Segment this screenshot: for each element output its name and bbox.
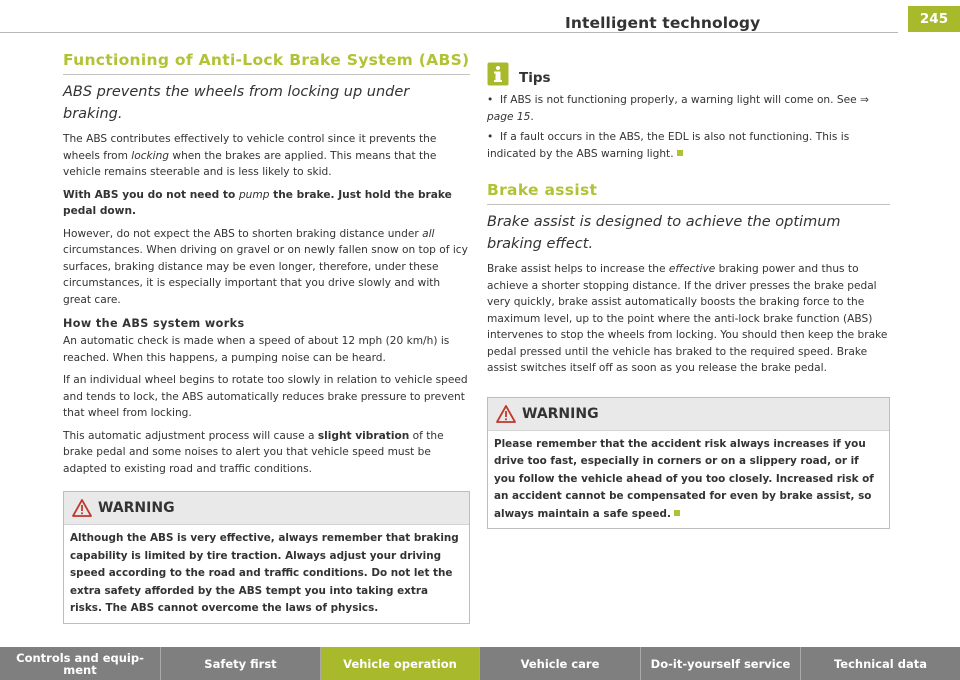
nav-tab-technical-data[interactable]: Technical data [801,647,960,680]
left-column [63,50,470,624]
paragraph-abs-intro: The ABS contributes effectively to vehicle control since it prevents the wheels from locking when the brakes are applied. This means that the vehicle remains steerable and is less likely to skid. [63,133,437,178]
warning-header [64,492,469,524]
lead-brake-assist: Brake assist is designed to achieve the optimum braking effect. [487,214,841,252]
paragraph-automatic-check: An automatic check is made when a speed of about 12 mph (20 km/h) is reached. When this happens, a pumping noise can be heard. [63,335,450,364]
nav-tab-vehicle-operation[interactable]: Vehicle operation [321,647,480,680]
end-square-icon [677,150,683,156]
warning-label: WARNING [522,405,599,422]
warning-text: Although the ABS is very effective, always remember that braking capability is limited by tire traction. Always adjust your driving speed according to the road and traffic conditions. Do not let the extra safety afforded by the ABS tempt you into taking extra risks. The ABS cannot overcome the laws of physics. [64,524,469,623]
warning-text: Please remember that the accident risk always increases if you drive too fast, especially in corners or on a slippery road, or if you follow the vehicle ahead of you too closely. Increased risk of an accident cannot be compensated for even by brake assist, so always maintain a safe speed. [488,430,889,529]
paragraph-brake-assist: Brake assist helps to increase the effective braking power and thus to achieve a shorter stopping distance. If the driver presses the brake pedal very quickly, brake assist automatically boosts the braking force to the maximum level, up to the point where the anti-lock brake function (ABS) intervenes to stop the wheels from locking. You should then keep the brake pedal pressed until the vehicle has braked to the required speed. Brake assist switches itself off as soon as you release the brake pedal. [487,263,888,374]
warning-label: WARNING [98,500,175,516]
paragraph-wheel-lock: If an individual wheel begins to rotate too slowly in relation to vehicle speed and tends to lock, the ABS automatically reduces brake pressure to prevent that wheel from locking. [63,374,468,419]
paragraph-no-pump: With ABS you do not need to pump the brake. Just hold the brake pedal down. [63,188,452,217]
paragraph-braking-distance: However, do not expect the ABS to shorten braking distance under all circumstances. When driving on gravel or on newly fallen snow on top of icy surfaces, braking distance may be even longer, therefore, under these circumstances, it is especially important that you drive slowly and with great care. [63,227,468,306]
warning-header [488,398,889,430]
section-title-brake-assist: Brake assist [487,181,598,199]
lead-abs: ABS prevents the wheels from locking up under braking. [63,84,410,122]
subheading-abs-works: How the ABS system works [63,317,245,330]
warning-triangle-icon [72,499,92,517]
section-title-abs: Functioning of Anti-Lock Brake System (ABS) [63,51,470,69]
section-rule [487,204,890,205]
end-square-icon [674,510,680,516]
warning-triangle-icon [496,405,516,423]
warning-box-abs [63,491,470,624]
nav-tab-vehicle-care[interactable]: Vehicle care [480,647,641,680]
tip-item-2: • If a fault occurs in the ABS, the EDL is also not functioning. This is indicated by the ABS warning light. [487,131,850,160]
right-column [487,58,890,529]
nav-tab-controls[interactable]: Controls and equip- ment [0,647,161,680]
nav-tab-diy-service[interactable]: Do-it-yourself service [641,647,801,680]
nav-tab-safety[interactable]: Safety first [161,647,321,680]
info-icon [487,62,509,86]
tips-label: Tips [519,70,551,86]
page-header-title: Intelligent technology [565,14,761,32]
tip-item-1: • If ABS is not functioning properly, a warning light will come on. See ⇒ page 15. [487,94,869,123]
tips-header [487,58,890,86]
paragraph-vibration: This automatic adjustment process will cause a slight vibration of the brake pedal and some noises to alert you that vehicle speed must be adapted to existing road and traffic conditions. [63,429,444,475]
warning-box-brake-assist [487,397,890,530]
page-number-badge: 245 [908,6,960,32]
footer-nav [0,647,960,680]
section-rule [63,74,470,75]
header-rule [0,32,898,33]
